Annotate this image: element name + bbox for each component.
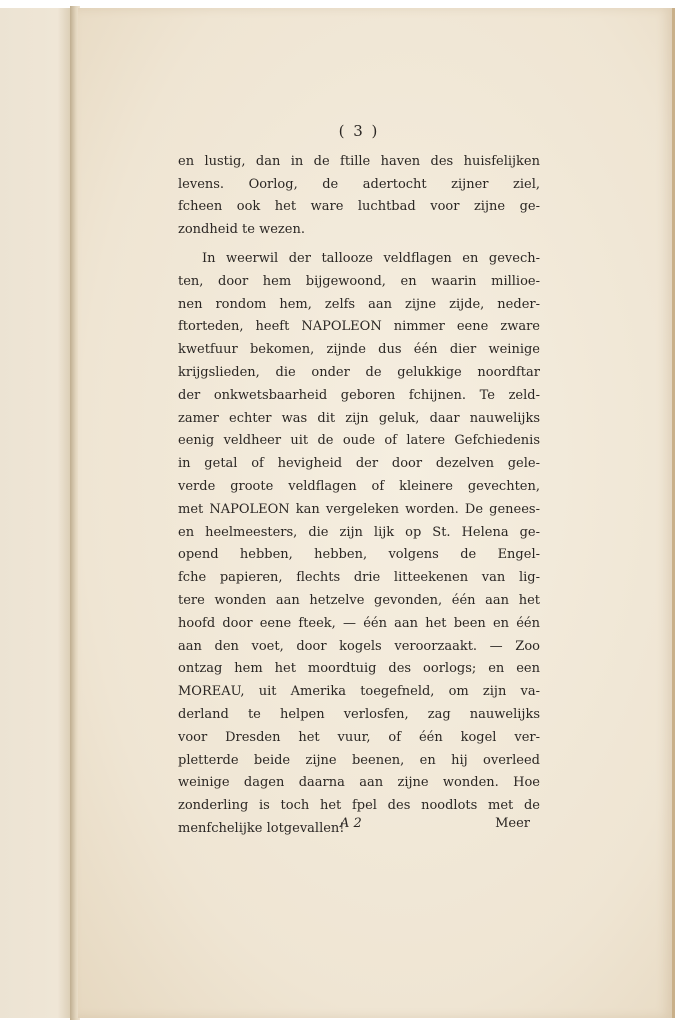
text-line: krijgslieden, die onder de gelukkige noordftar — [178, 364, 540, 380]
text-line: fche papieren, flechts drie litteekenen van lig- — [178, 570, 540, 586]
text-line: zamer echter was dit zijn geluk, daar nauwelijks — [178, 410, 540, 426]
text-line: tere wonden aan hetzelve gevonden, één aan het — [178, 592, 540, 608]
text-line: hoofd door eene fteek, — één aan het been en één — [178, 615, 540, 631]
text-line: menfchelijke lotgevallen! — [178, 820, 345, 836]
text-line: nen rondom hem, zelfs aan zijne zijde, neder- — [178, 296, 540, 312]
text-line: eenig veldheer uit de oude of latere Gefchiedenis — [178, 433, 540, 449]
paragraph-1 — [178, 151, 540, 242]
text-line: zonderling is toch het fpel des noodlots met de — [178, 798, 540, 814]
catchword: Meer — [495, 816, 530, 831]
left-page — [0, 8, 74, 1018]
text-line: zondheid te wezen. — [178, 222, 305, 238]
text-line: ftorteden, heeft NAPOLEON nimmer eene zware — [178, 319, 540, 335]
text-line: verde groote veldflagen of kleinere gevechten, — [178, 478, 540, 494]
paragraph-2 — [178, 248, 540, 841]
text-line: met NAPOLEON kan vergeleken worden. De genees- — [178, 501, 540, 517]
text-line: fcheen ook het ware luchtbad voor zijne ge- — [178, 199, 540, 215]
text-line: opend hebben, hebben, volgens de Engel- — [178, 547, 540, 563]
signature-mark: A 2 — [340, 816, 362, 831]
text-line: der onkwetsbaarheid geboren fchijnen. Te zeld- — [178, 387, 540, 403]
text-line: In weerwil der tallooze veldflagen en gevech- — [202, 250, 540, 266]
page-text-block — [178, 120, 540, 841]
text-line: weinige dagen daarna aan zijne wonden. Hoe — [178, 775, 540, 791]
text-line: derland te helpen verlosfen, zag nauwelijks — [178, 706, 540, 722]
text-line: kwetfuur bekomen, zijnde dus één dier weinige — [178, 342, 540, 358]
text-line: aan den voet, door kogels veroorzaakt. — Zoo — [178, 638, 540, 654]
text-line: pletterde beide zijne beenen, en hij overleed — [178, 752, 540, 768]
text-line: ontzag hem het moordtuig des oorlogs; en een — [178, 661, 540, 677]
page-number: ( 3 ) — [338, 122, 380, 140]
text-line: MOREAU, uit Amerika toegefneld, om zijn va- — [178, 684, 540, 700]
text-line: en heelmeesters, die zijn lijk op St. Helena ge- — [178, 524, 540, 540]
text-line: levens. Oorlog, de adertocht zijner ziel, — [178, 176, 540, 192]
text-line: voor Dresden het vuur, of één kogel ver- — [178, 729, 540, 745]
text-line: en lustig, dan in de ftille haven des huisfelijken — [178, 153, 540, 169]
text-line: ten, door hem bijgewoond, en waarin millioe- — [178, 273, 540, 289]
text-line: in getal of hevigheid der door dezelven gele- — [178, 456, 540, 472]
